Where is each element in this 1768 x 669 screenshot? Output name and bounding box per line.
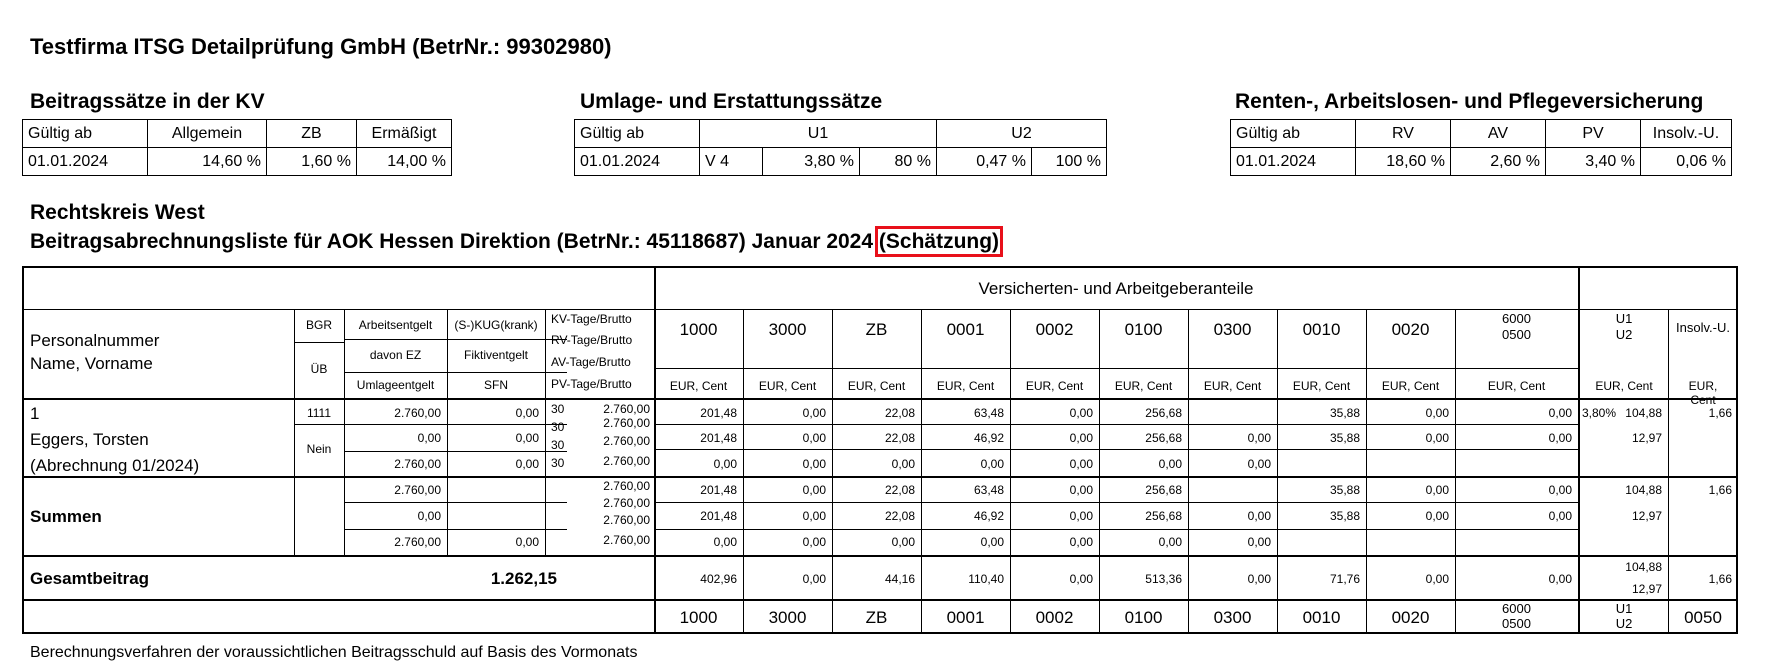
employee-u-rate: 3,80% bbox=[1582, 406, 1617, 420]
employee-kug-2: 0,00 bbox=[515, 431, 539, 445]
summen-kug-3: 0,00 bbox=[515, 535, 539, 549]
employee-r1-0002: 0,00 bbox=[1069, 406, 1093, 420]
summen-entgelt-2: 0,00 bbox=[417, 509, 441, 523]
kv-title: Beitragssätze in der KV bbox=[30, 90, 265, 113]
employee-ueb: Nein bbox=[306, 442, 332, 456]
kv-rates-table bbox=[22, 119, 452, 176]
code-insolv: Insolv.-U. bbox=[1676, 320, 1730, 335]
gesamt-0001: 110,40 bbox=[968, 572, 1004, 586]
summen-av-brutto: 2.760,00 bbox=[603, 513, 650, 527]
employee-r3-zb: 0,00 bbox=[891, 457, 915, 471]
code-1000: 1000 bbox=[679, 320, 718, 339]
rente-header-pv: PV bbox=[1546, 120, 1641, 148]
beitragsabrechnung-table bbox=[22, 266, 1738, 634]
summen-r1-3000: 0,00 bbox=[802, 483, 826, 497]
employee-av-tage: 30 bbox=[551, 438, 565, 452]
footer-code-u2: U2 bbox=[1615, 616, 1633, 631]
employee-pv-tage: 30 bbox=[551, 456, 565, 470]
umlage-value-u2-erstattung: 100 % bbox=[1032, 148, 1107, 176]
code-0100: 0100 bbox=[1124, 320, 1163, 339]
employee-rv-tage: 30 bbox=[551, 420, 565, 434]
rente-value-rv: 18,60 % bbox=[1356, 148, 1451, 176]
company-title: Testfirma ITSG Detailprüfung GmbH (BetrNr.: 99302980) bbox=[30, 34, 612, 59]
gesamt-zb: 44,16 bbox=[884, 572, 915, 586]
summen-r2-0002: 0,00 bbox=[1069, 509, 1093, 523]
summen-r2-0010: 35,88 bbox=[1329, 509, 1360, 523]
summen-r1-0100: 256,68 bbox=[1145, 483, 1182, 497]
code-u1: U1 bbox=[1615, 311, 1633, 326]
summen-r3-0100: 0,00 bbox=[1158, 535, 1182, 549]
summen-r3-0002: 0,00 bbox=[1069, 535, 1093, 549]
code-3000: 3000 bbox=[768, 320, 807, 339]
schaetzung-highlight: (Schätzung) bbox=[878, 230, 1000, 253]
summen-entgelt-1: 2.760,00 bbox=[394, 483, 441, 497]
employee-u2: 12,97 bbox=[1631, 431, 1662, 445]
summen-r2-0020: 0,00 bbox=[1425, 509, 1449, 523]
umlage-header-gueltig: Gültig ab bbox=[575, 120, 700, 148]
employee-r2-1000: 201,48 bbox=[700, 431, 737, 445]
employee-r3-0001: 0,00 bbox=[980, 457, 1004, 471]
footer-code-0100: 0100 bbox=[1124, 608, 1163, 627]
kv-header-allgemein: Allgemein bbox=[148, 120, 267, 148]
gesamt-1000: 402,96 bbox=[700, 572, 737, 586]
summen-r1-0010: 35,88 bbox=[1329, 483, 1360, 497]
gesamt-u2: 12,97 bbox=[1631, 582, 1662, 596]
code-6000: 6000 bbox=[1502, 311, 1531, 326]
summen-r2-zb: 22,08 bbox=[884, 509, 915, 523]
umlage-header-u1: U1 bbox=[700, 120, 937, 148]
header-arbeitsentgelt: Arbeitsentgelt bbox=[358, 318, 433, 332]
gesamt-0300: 0,00 bbox=[1247, 572, 1271, 586]
employee-r3-0002: 0,00 bbox=[1069, 457, 1093, 471]
group-header: Versicherten- und Arbeitgeberanteile bbox=[978, 279, 1254, 298]
employee-name: Eggers, Torsten bbox=[30, 430, 149, 449]
employee-r2-3000: 0,00 bbox=[802, 431, 826, 445]
code-0020: 0020 bbox=[1391, 320, 1430, 339]
gesamt-u1: 104,88 bbox=[1625, 560, 1662, 574]
umlage-rates-table bbox=[574, 119, 1107, 176]
employee-r1-zb: 22,08 bbox=[884, 406, 915, 420]
employee-r3-0100: 0,00 bbox=[1158, 457, 1182, 471]
employee-r1-1000: 201,48 bbox=[700, 406, 737, 420]
employee-bgr: 1111 bbox=[306, 406, 332, 420]
footer-code-0500: 0500 bbox=[1502, 616, 1531, 631]
footer-code-0300: 0300 bbox=[1213, 608, 1252, 627]
unit-0002: EUR, Cent bbox=[1025, 379, 1084, 393]
employee-r1-0100: 256,68 bbox=[1145, 406, 1182, 420]
footer-code-u1: U1 bbox=[1615, 601, 1633, 616]
header-bgr: BGR bbox=[305, 318, 332, 332]
footer-code-3000: 3000 bbox=[768, 608, 807, 627]
header-rv-tage: RV-Tage/Brutto bbox=[551, 333, 633, 347]
employee-entgelt-1: 2.760,00 bbox=[394, 406, 441, 420]
unit-zb: EUR, Cent bbox=[847, 379, 906, 393]
summen-r1-zb: 22,08 bbox=[884, 483, 915, 497]
rente-header-rv: RV bbox=[1356, 120, 1451, 148]
umlage-header-u2: U2 bbox=[937, 120, 1107, 148]
summen-pv-brutto: 2.760,00 bbox=[603, 533, 650, 547]
code-0002: 0002 bbox=[1035, 320, 1074, 339]
employee-r3-1000: 0,00 bbox=[713, 457, 737, 471]
summen-r1-1000: 201,48 bbox=[700, 483, 737, 497]
header-umlageentgelt: Umlageentgelt bbox=[356, 378, 435, 392]
unit-u1u2: EUR, Cent bbox=[1595, 379, 1653, 393]
rechtskreis-label: Rechtskreis West bbox=[30, 201, 205, 224]
employee-kv-tage: 30 bbox=[551, 402, 565, 416]
summen-r3-3000: 0,00 bbox=[802, 535, 826, 549]
employee-r2-zb: 22,08 bbox=[884, 431, 915, 445]
employee-r1-0001: 63,48 bbox=[973, 406, 1004, 420]
code-0300: 0300 bbox=[1213, 320, 1252, 339]
summen-u1: 104,88 bbox=[1625, 483, 1662, 497]
footer-code-6000: 6000 bbox=[1502, 601, 1531, 616]
employee-entgelt-2: 0,00 bbox=[417, 431, 441, 445]
gesamt-3000: 0,00 bbox=[802, 572, 826, 586]
code-0010: 0010 bbox=[1302, 320, 1341, 339]
kv-header-zb: ZB bbox=[267, 120, 357, 148]
employee-r2-0001: 46,92 bbox=[973, 431, 1004, 445]
header-av-tage: AV-Tage/Brutto bbox=[551, 355, 631, 369]
kv-value-allgemein: 14,60 % bbox=[148, 148, 267, 176]
summen-r1-6000: 0,00 bbox=[1548, 483, 1572, 497]
employee-kug-1: 0,00 bbox=[515, 406, 539, 420]
umlage-value-v4: V 4 bbox=[700, 148, 763, 176]
kv-value-zb: 1,60 % bbox=[267, 148, 357, 176]
summen-r3-0001: 0,00 bbox=[980, 535, 1004, 549]
summen-label: Summen bbox=[30, 507, 102, 526]
summen-r2-6000: 0,00 bbox=[1548, 509, 1572, 523]
employee-r2-0100: 256,68 bbox=[1145, 431, 1182, 445]
gesamt-total: 1.262,15 bbox=[490, 569, 557, 588]
unit-0100: EUR, Cent bbox=[1114, 379, 1173, 393]
rente-title: Renten-, Arbeitslosen- und Pflegeversicherung bbox=[1235, 90, 1704, 113]
gesamt-0002: 0,00 bbox=[1069, 572, 1093, 586]
umlage-value-u2-rate: 0,47 % bbox=[937, 148, 1032, 176]
unit-0010: EUR, Cent bbox=[1292, 379, 1351, 393]
rente-header-insolv: Insolv.-U. bbox=[1641, 120, 1732, 148]
employee-r2-0010: 35,88 bbox=[1329, 431, 1360, 445]
summen-r3-zb: 0,00 bbox=[891, 535, 915, 549]
summen-r2-0001: 46,92 bbox=[973, 509, 1004, 523]
code-zb: ZB bbox=[865, 320, 888, 339]
kv-header-gueltig: Gültig ab bbox=[23, 120, 148, 148]
gesamt-0020: 0,00 bbox=[1425, 572, 1449, 586]
employee-r3-3000: 0,00 bbox=[802, 457, 826, 471]
footer-code-0010: 0010 bbox=[1302, 608, 1341, 627]
employee-abrechnung: (Abrechnung 01/2024) bbox=[30, 456, 200, 475]
unit-0300: EUR, Cent bbox=[1203, 379, 1262, 393]
code-0001: 0001 bbox=[946, 320, 985, 339]
umlage-title: Umlage- und Erstattungssätze bbox=[580, 90, 883, 113]
gesamt-insolv: 1,66 bbox=[1708, 572, 1732, 586]
footer-code-0001: 0001 bbox=[946, 608, 985, 627]
header-davon-ez: davon EZ bbox=[369, 348, 422, 362]
employee-nr: 1 bbox=[30, 404, 40, 423]
summen-r2-3000: 0,00 bbox=[802, 509, 826, 523]
rente-value-insolv: 0,06 % bbox=[1641, 148, 1732, 176]
employee-kv-brutto: 2.760,00 bbox=[603, 402, 650, 416]
summen-r1-0002: 0,00 bbox=[1069, 483, 1093, 497]
summen-r1-0020: 0,00 bbox=[1425, 483, 1449, 497]
unit-0020: EUR, Cent bbox=[1381, 379, 1440, 393]
code-u2: U2 bbox=[1615, 327, 1633, 342]
employee-u1: 104,88 bbox=[1625, 406, 1662, 420]
unit-1000: EUR, Cent bbox=[669, 379, 728, 393]
employee-r2-6000: 0,00 bbox=[1548, 431, 1572, 445]
header-kv-tage: KV-Tage/Brutto bbox=[551, 312, 632, 326]
employee-rv-brutto: 2.760,00 bbox=[603, 416, 650, 430]
summen-insolv: 1,66 bbox=[1708, 483, 1732, 497]
employee-r3-0300: 0,00 bbox=[1247, 457, 1271, 471]
list-title bbox=[30, 230, 999, 254]
employee-r2-0020: 0,00 bbox=[1425, 431, 1449, 445]
summen-r3-0300: 0,00 bbox=[1247, 535, 1271, 549]
header-fiktiventgelt: Fiktiventgelt bbox=[463, 348, 529, 362]
header-name: Name, Vorname bbox=[30, 354, 153, 373]
footer-code-insolv: 0050 bbox=[1684, 608, 1722, 627]
header-pv-tage: PV-Tage/Brutto bbox=[551, 377, 632, 391]
employee-r1-6000: 0,00 bbox=[1548, 406, 1572, 420]
summen-r1-0001: 63,48 bbox=[973, 483, 1004, 497]
rente-value-pv: 3,40 % bbox=[1546, 148, 1641, 176]
unit-3000: EUR, Cent bbox=[758, 379, 817, 393]
rente-value-av: 2,60 % bbox=[1451, 148, 1546, 176]
code-0500: 0500 bbox=[1502, 327, 1531, 342]
footer-code-0002: 0002 bbox=[1035, 608, 1074, 627]
header-personalnummer: Personalnummer bbox=[30, 331, 160, 350]
summen-r2-0100: 256,68 bbox=[1145, 509, 1182, 523]
kv-value-ermaessigt: 14,00 % bbox=[357, 148, 452, 176]
employee-entgelt-3: 2.760,00 bbox=[394, 457, 441, 471]
umlage-value-u1-rate: 3,80 % bbox=[763, 148, 860, 176]
kv-header-ermaessigt: Ermäßigt bbox=[357, 120, 452, 148]
footer-code-zb: ZB bbox=[865, 608, 888, 627]
footer-code-1000: 1000 bbox=[679, 608, 718, 627]
employee-insolv: 1,66 bbox=[1708, 406, 1732, 420]
unit-0001: EUR, Cent bbox=[936, 379, 995, 393]
kv-value-gueltig: 01.01.2024 bbox=[23, 148, 148, 176]
summen-r2-1000: 201,48 bbox=[700, 509, 737, 523]
employee-r2-0300: 0,00 bbox=[1247, 431, 1271, 445]
gesamt-0010: 71,76 bbox=[1329, 572, 1360, 586]
rente-header-av: AV bbox=[1451, 120, 1546, 148]
list-title-text: Beitragsabrechnungsliste für AOK Hessen Direktion (BetrNr.: 45118687) Januar 2024 bbox=[30, 230, 874, 253]
rente-rates-table bbox=[1230, 119, 1732, 176]
rente-value-gueltig: 01.01.2024 bbox=[1231, 148, 1356, 176]
footnote: Berechnungsverfahren der voraussichtlichen Beitragsschuld auf Basis des Vormonats bbox=[30, 644, 638, 661]
employee-r2-0002: 0,00 bbox=[1069, 431, 1093, 445]
employee-r1-0020: 0,00 bbox=[1425, 406, 1449, 420]
summen-r3-1000: 0,00 bbox=[713, 535, 737, 549]
umlage-value-gueltig: 01.01.2024 bbox=[575, 148, 700, 176]
summen-u2: 12,97 bbox=[1631, 509, 1662, 523]
employee-av-brutto: 2.760,00 bbox=[603, 434, 650, 448]
employee-kug-3: 0,00 bbox=[515, 457, 539, 471]
rente-header-gueltig: Gültig ab bbox=[1231, 120, 1356, 148]
umlage-value-u1-erstattung: 80 % bbox=[860, 148, 937, 176]
gesamt-6000: 0,00 bbox=[1548, 572, 1572, 586]
unit-6000: EUR, Cent bbox=[1487, 379, 1546, 393]
gesamt-0100: 513,36 bbox=[1145, 572, 1182, 586]
employee-pv-brutto: 2.760,00 bbox=[603, 454, 650, 468]
unit-insolv-a: EUR, bbox=[1688, 379, 1718, 393]
gesamt-label: Gesamtbeitrag bbox=[30, 569, 150, 588]
header-ueb: ÜB bbox=[310, 362, 328, 376]
summen-kv-brutto: 2.760,00 bbox=[603, 479, 650, 493]
unit-insolv-b: Cent bbox=[1690, 393, 1716, 407]
footer-code-0020: 0020 bbox=[1391, 608, 1430, 627]
summen-rv-brutto: 2.760,00 bbox=[603, 496, 650, 510]
header-kug: (S-)KUG(krank) bbox=[454, 318, 538, 332]
employee-r1-3000: 0,00 bbox=[802, 406, 826, 420]
employee-r1-0010: 35,88 bbox=[1329, 406, 1360, 420]
summen-r2-0300: 0,00 bbox=[1247, 509, 1271, 523]
header-sfn: SFN bbox=[484, 378, 508, 392]
summen-entgelt-3: 2.760,00 bbox=[394, 535, 441, 549]
